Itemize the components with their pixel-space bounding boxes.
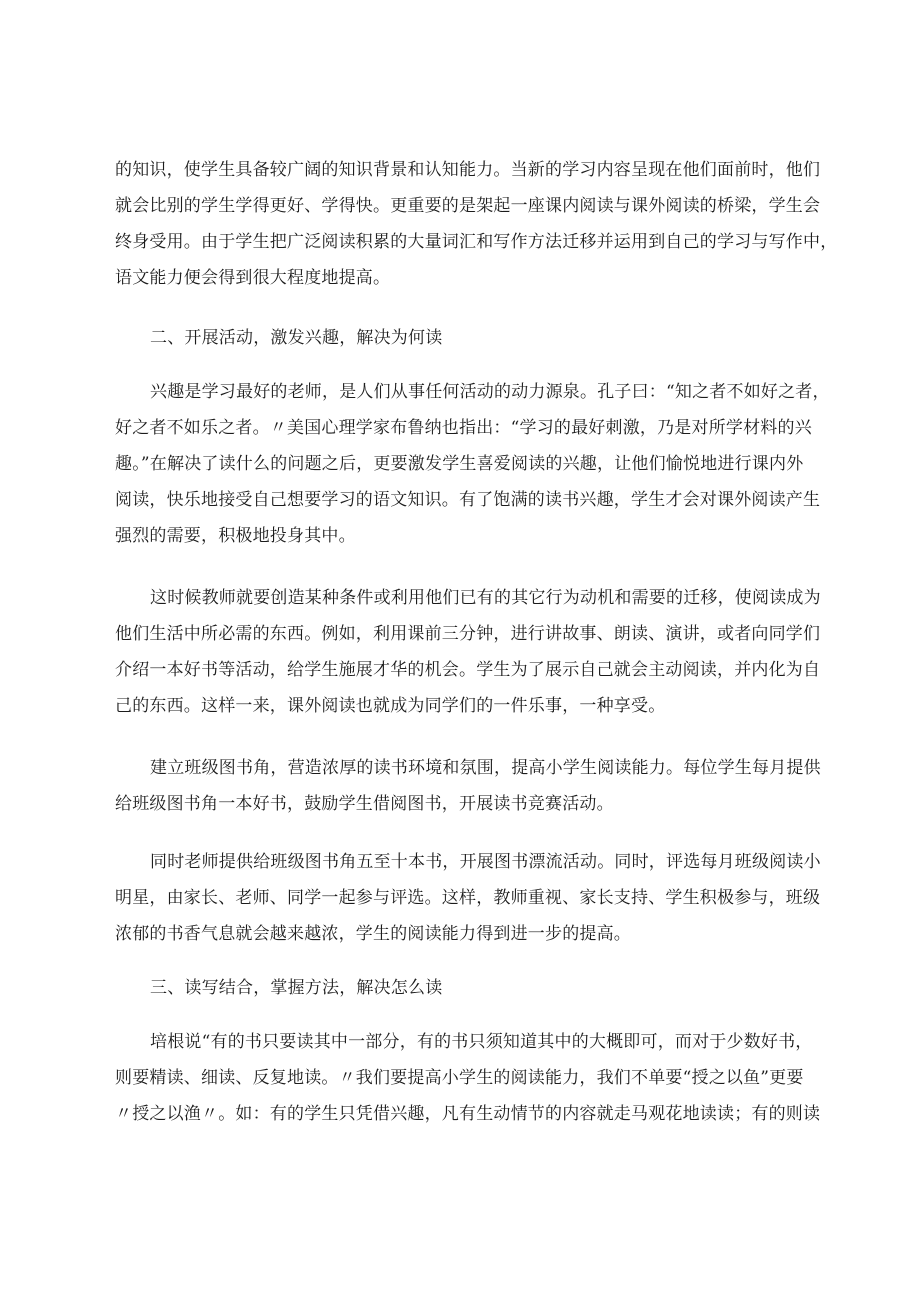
heading-text: 二、开展活动，激发兴趣，解决为何读 xyxy=(150,328,443,348)
text-line: 介绍一本好书等活动，给学生施展才华的机会。学生为了展示自己就会主动阅读，并内化为自 xyxy=(115,660,821,680)
text-line: 阅读，快乐地接受自己想要学习的语文知识。有了饱满的读书兴趣，学生才会对课外阅读产生 xyxy=(115,490,821,510)
text-line: 强烈的需要，积极地投身其中。 xyxy=(115,526,356,546)
text-line: 给班级图书角一本好书，鼓励学生借阅图书，开展读书竞赛活动。 xyxy=(115,794,614,814)
section-heading-2 xyxy=(150,320,840,356)
section-heading-3 xyxy=(150,970,840,1006)
paragraph-book-corner xyxy=(115,750,821,822)
text-line: 明星，由家长、老师、同学一起参与评选。这样，教师重视、家长支持、学生积极参与，班级 xyxy=(115,888,821,908)
paragraph-teacher-conditions xyxy=(115,580,821,724)
text-line: 好之者不如乐之者。〃美国心理学家布鲁纳也指出：“学习的最好刺激，乃是对所学材料的兴 xyxy=(115,418,812,438)
text-line: 这时候教师就要创造某种条件或利用他们已有的其它行为动机和需要的迁移，使阅读成为 xyxy=(150,588,821,608)
text-line: 他们生活中所必需的东西。例如，利用课前三分钟，进行讲故事、朗读、演讲，或者向同学们 xyxy=(115,624,821,644)
text-line: 兴趣是学习最好的老师，是人们从事任何活动的动力源泉。孔子曰：“知之者不如好之者， xyxy=(150,382,830,402)
text-line: 趣。”在解决了读什么的问题之后，更要激发学生喜爱阅读的兴趣，让他们愉悦地进行课内外 xyxy=(115,454,804,474)
text-line: 同时老师提供给班级图书角五至十本书，开展图书漂流活动。同时，评选每月班级阅读小 xyxy=(150,852,821,872)
heading-text: 三、读写结合，掌握方法，解决怎么读 xyxy=(150,978,443,998)
text-line: 就会比别的学生学得更好、学得快。更重要的是架起一座课内阅读与课外阅读的桥梁，学生会 xyxy=(115,196,821,216)
text-line: 则要精读、细读、反复地读。〃我们要提高小学生的阅读能力，我们不单要“授之以鱼”更要 xyxy=(115,1068,804,1088)
paragraph-knowledge-background xyxy=(115,152,838,296)
text-line: 终身受用。由于学生把广泛阅读积累的大量词汇和写作方法迁移并运用到自己的学习与写作中， xyxy=(115,232,838,252)
text-line: 的知识，使学生具备较广阔的知识背景和认知能力。当新的学习内容呈现在他们面前时，他们 xyxy=(115,160,821,180)
text-line: 培根说“有的书只要读其中一部分，有的书只须知道其中的大概即可，而对于少数好书， xyxy=(150,1032,813,1052)
text-line: 己的东西。这样一来，课外阅读也就成为同学们的一件乐事，一种享受。 xyxy=(115,696,666,716)
paragraph-bacon-quote xyxy=(115,1024,821,1132)
paragraph-book-drift xyxy=(115,844,821,952)
text-line: 〃授之以渔〃。如：有的学生只凭借兴趣，凡有生动情节的内容就走马观花地读读；有的则读 xyxy=(115,1104,821,1124)
text-line: 浓郁的书香气息就会越来越浓，学生的阅读能力得到进一步的提高。 xyxy=(115,924,631,944)
text-line: 建立班级图书角，营造浓厚的读书环境和氛围，提高小学生阅读能力。每位学生每月提供 xyxy=(150,758,821,778)
text-line: 语文能力便会得到很大程度地提高。 xyxy=(115,268,391,288)
paragraph-interest xyxy=(115,374,830,554)
